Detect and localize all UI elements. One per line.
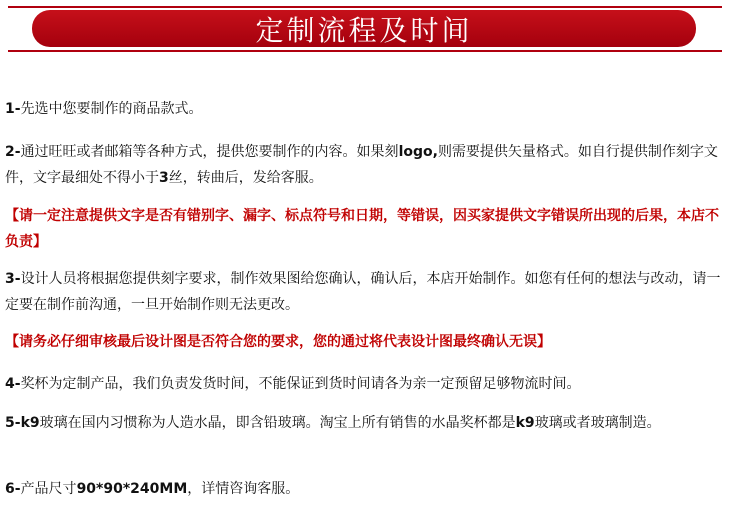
step-text: 设计人员将根据您提供刻字要求，制作效果图给您确认，确认后，本店开始制作。如您有任何的想法与改动，请一定要在制作前沟通，一旦开始制作则无法更改。 [5,271,721,313]
step-1 [5,96,725,122]
step-number: 3- [5,271,21,287]
banner-bottom-line [8,50,722,52]
step-number: 5- [5,415,21,431]
warning-design-review: 【请务必仔细审核最后设计图是否符合您的要求，您的通过将代表设计图最终确认无误】 [5,334,551,350]
title-banner [0,0,730,54]
step-text: 产品尺寸 [20,481,77,497]
step-number: 4- [5,376,21,392]
step-number: 6- [5,481,21,497]
min-width-value: 3 [159,170,169,186]
step-4 [5,371,725,397]
step-text: 玻璃或者玻璃制造。 [534,415,661,431]
step-number: 2- [5,144,21,160]
k9-text: k9 [20,415,40,431]
size-value: 90*90*240MM [76,481,188,497]
step-2 [5,139,725,191]
logo-text: logo, [398,144,438,160]
step-text: ，详情咨询客服。 [187,481,300,497]
warning-text-accuracy: 【请一定注意提供文字是否有错别字、漏字、标点符号和日期，等错误，因买家提供文字错误所出现的后果，本店不负责】 [5,208,719,250]
step-text: 丝，转曲后，发给客服。 [168,170,323,186]
step-5 [5,410,725,436]
step-3 [5,266,725,318]
page-title: 定制流程及时间 [255,13,473,47]
step-text: 则需要提供矢量格式。如自行提供制作刻字文件，文字最细处不得小于 [5,144,718,186]
step-text: 玻璃在国内习惯称为人造水晶，即含铅玻璃。淘宝上所有销售的水晶奖杯都是 [39,415,516,431]
k9-text: k9 [515,415,535,431]
banner-pill [32,10,696,47]
step-text: 通过旺旺或者邮箱等各种方式，提供您要制作的内容。如果刻 [20,144,399,160]
step-text: 奖杯为定制产品，我们负责发货时间，不能保证到货时间请各为亲一定预留足够物流时间。 [20,376,581,392]
step-number: 1- [5,101,21,117]
step-6 [5,476,725,502]
step-text: 先选中您要制作的商品款式。 [20,101,203,117]
